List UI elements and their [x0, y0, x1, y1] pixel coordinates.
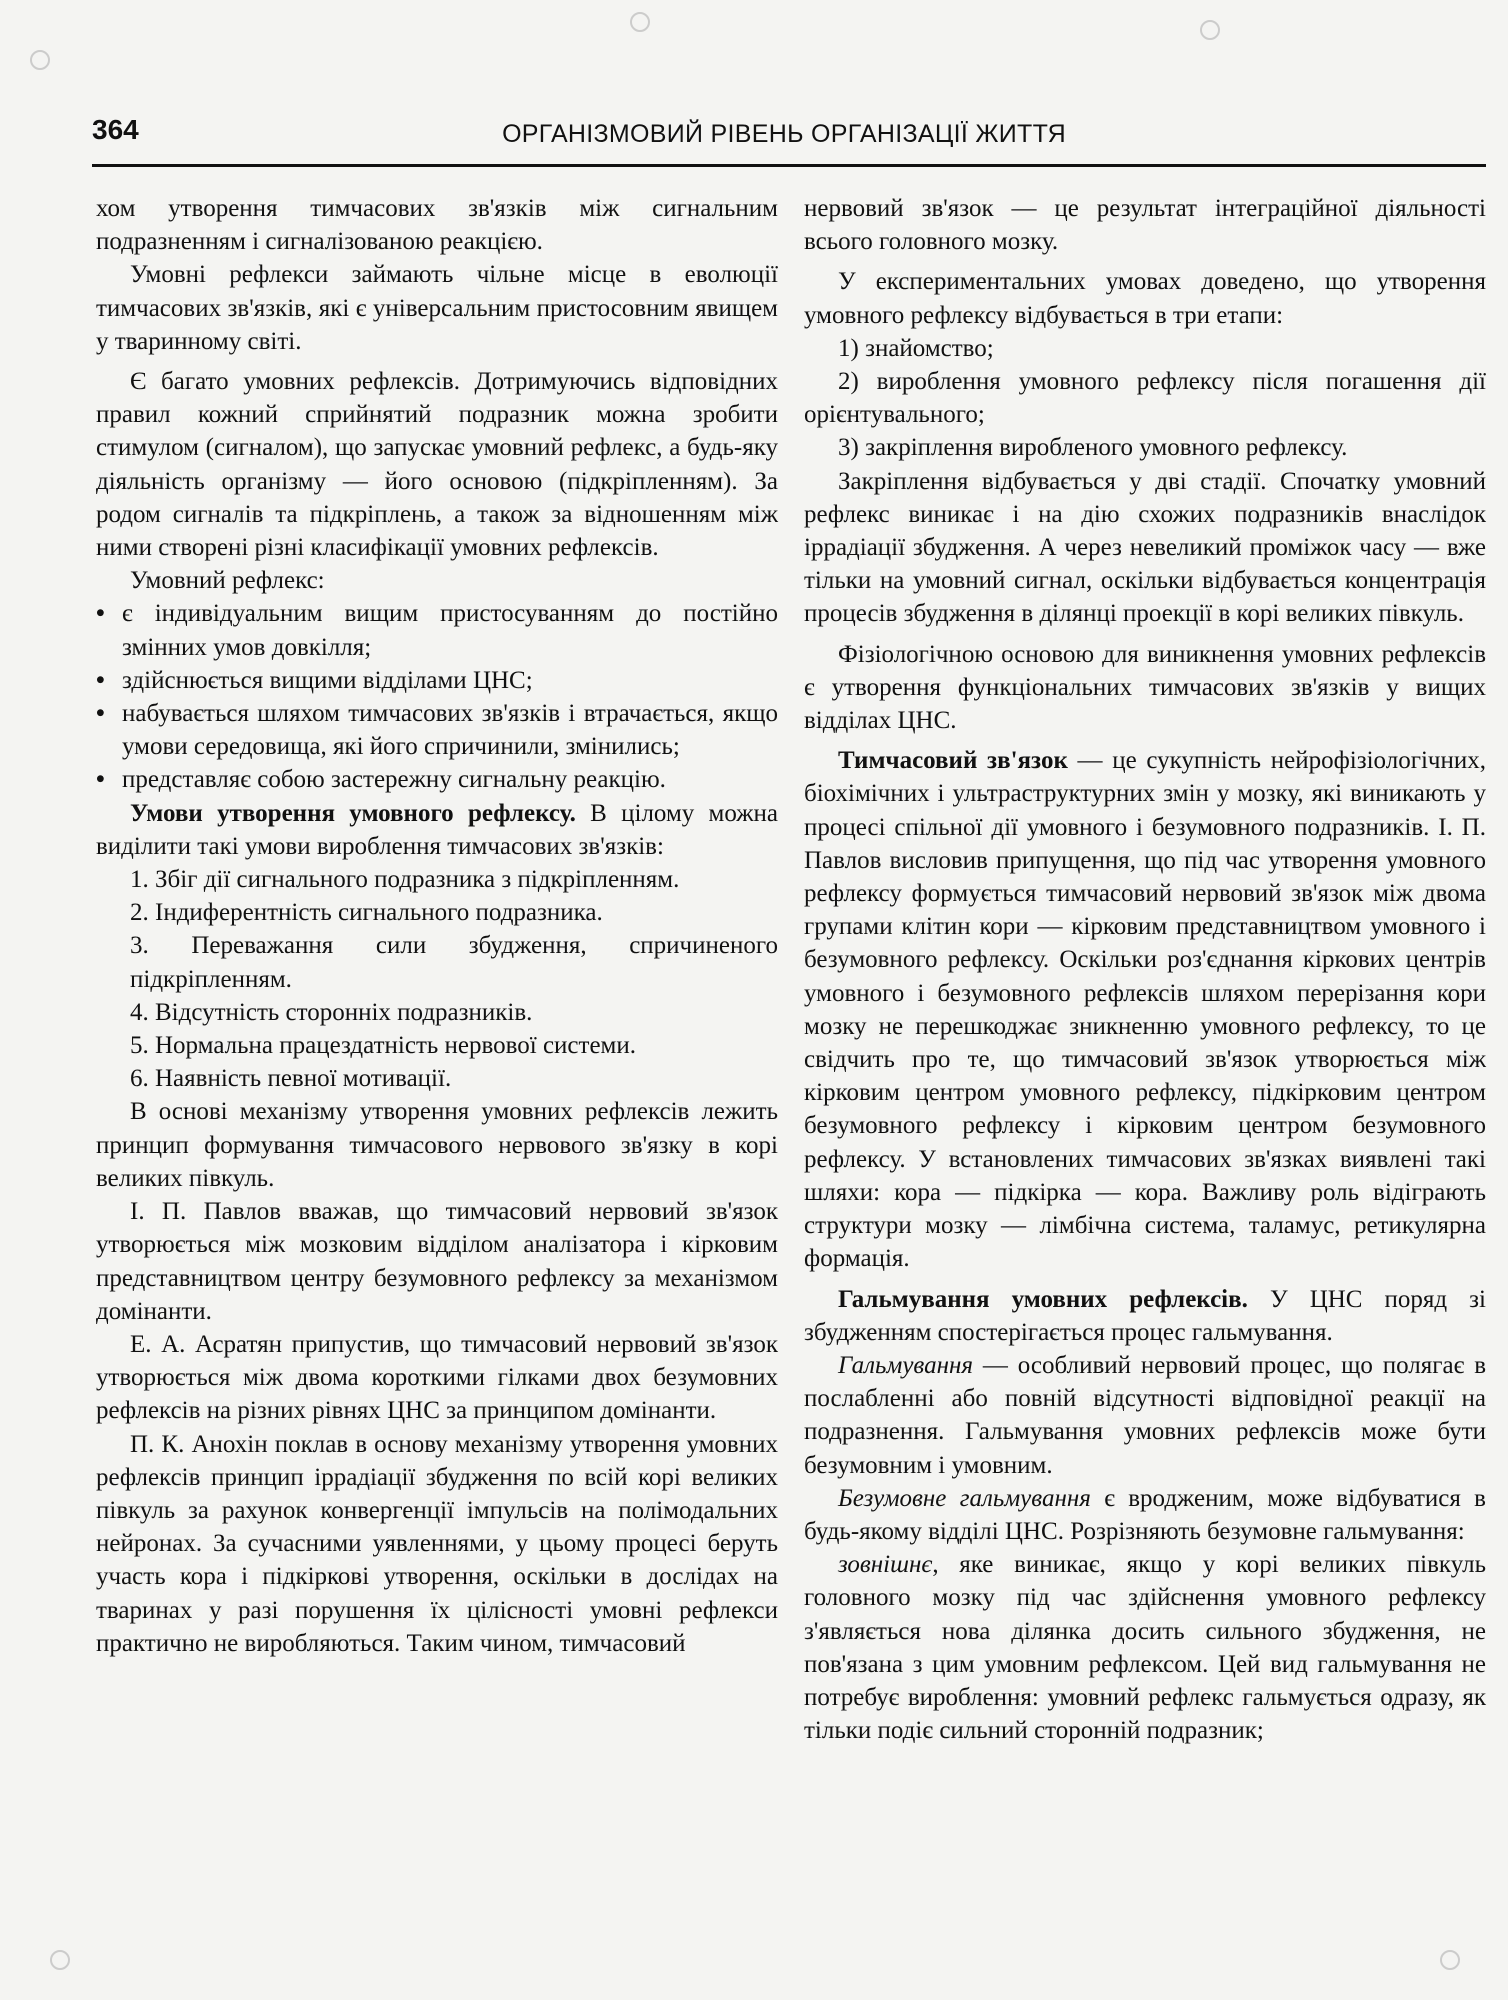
list-item: 6. Наявність певної мотивації.	[130, 1065, 452, 1093]
paragraph: зовнішнє, яке виникає, якщо у корі великих півкуль головного мозку під час здійснення умовного рефлексу з'являється нова ділянка досить сильного збудження, не пов'язана з цим умовним рефлексом. Цей вид гальмування не потребує вироблення: умовний рефлекс гальмується одразу, як тільки подіє сильний сторонній подразник;	[804, 1551, 1486, 1745]
watermark-logo	[31, 51, 49, 69]
paragraph: Умовний рефлекс:	[130, 567, 325, 595]
bullet-icon: •	[96, 766, 105, 794]
paragraph: Є багато умовних рефлексів. Дотримуючись відповідних правил кожний сприйнятий подразник можна зробити стимулом (сигналом), що запускає умовний рефлекс, а будь-яку діяльність організму — його основою (підкріпленням). За родом сигналів та підкріплень, а також за відношенням між ними створені різні класифікації умовних рефлексів.	[96, 368, 778, 562]
list-item: 1) знайомство;	[838, 334, 994, 362]
list-item: 4. Відсутність сторонніх подразників.	[130, 998, 533, 1026]
paragraph: нервовий зв'язок — це результат інтеграційної діяльності всього головного мозку.	[804, 195, 1486, 256]
paragraph: Безумовне гальмування є вродженим, може відбуватися в будь-якому відділі ЦНС. Розрізняють безумовне гальмування:	[804, 1484, 1486, 1545]
term-heading: Тимчасовий зв'язок	[838, 747, 1068, 775]
page-header	[92, 112, 1486, 167]
paragraph: Умовні рефлекси займають чільне місце в еволюції тимчасових зв'язків, які є універсальним пристосовним явищем у тваринному світі.	[96, 261, 778, 355]
left-column	[96, 192, 778, 1660]
paragraph: Гальмування — особливий нервовий процес, що полягає в послабленні або повній відсутності відповідної реакції на подразнення. Гальмування умовних рефлексів може бути безумовним і умовним.	[804, 1351, 1486, 1479]
paragraph: Е. А. Асратян припустив, що тимчасовий нервовий зв'язок утворюється між двома короткими гілками двох безумовних рефлексів на різних рівнях ЦНС за принципом домінанти.	[96, 1330, 778, 1425]
list-item: 3. Переважання сили збудження, спричиненого підкріпленням.	[130, 932, 778, 993]
paragraph: Гальмування умовних рефлексів. У ЦНС поряд зі збудженням спостерігається процес гальмування.	[804, 1285, 1487, 1346]
watermark-logo	[1441, 1951, 1459, 1969]
page-number: 364	[92, 114, 139, 145]
paragraph: Фізіологічною основою для виникнення умовних рефлексів є утворення функціональних тимчасових зв'язків у вищих відділах ЦНС.	[804, 640, 1486, 735]
paragraph: У експериментальних умовах доведено, що утворення умовного рефлексу відбувається в три етапи:	[804, 268, 1486, 329]
bullet-icon: •	[96, 666, 105, 694]
running-title: ОРГАНІЗМОВИЙ РІВЕНЬ ОРГАНІЗАЦІЇ ЖИТТЯ	[502, 120, 1066, 148]
list-item: • представляє собою застережну сигнальну реакцію.	[96, 763, 778, 796]
term-italic: зовнішнє	[838, 1551, 933, 1579]
section-heading: Гальмування умовних рефлексів.	[838, 1285, 1248, 1313]
paragraph: хом утворення тимчасових зв'язків між сигнальним подразненням і сигналізованою реакцією.	[96, 195, 778, 256]
paragraph: І. П. Павлов вважав, що тимчасовий нервовий зв'язок утворюється між мозковим відділом аналізатора і кірковим представництвом центру безумовного рефлексу за механізмом домінанти.	[96, 1198, 778, 1325]
paragraph: Тимчасовий зв'язок — це сукупність нейрофізіологічних, біохімічних і ультраструктурних змін у мозку, які виникають у процесі спільної дії умовного і безумовного подразників. І. П. Павлов висловив припущення, що під час утворення умовного рефлексу формується тимчасовий нервовий зв'язок між двома групами клітин кори — кірковим представництвом умовного і безумовного рефлексу. Оскільки роз'єднання кіркових центрів умовного і безумовного рефлексів шляхом перерізання кори мозку не перешкоджає зникненню умовного рефлексу, то це свідчить про те, що тимчасовий зв'язок утворюється між кірковим центром умовного рефлексу, підкірковим центром безумовного рефлексу і кірковим центром безумовного рефлексу. У встановлених тимчасових зв'язках виявлені такі шляхи: кора — підкірка — кора. Важливу роль відіграють структури мозку — лімбічна система, таламус, ретикулярна формація.	[804, 747, 1486, 1273]
section-heading: Умови утворення умовного рефлексу.	[130, 799, 576, 827]
list-item: 2) вироблення умовного рефлексу після погашення дії орієнтувального;	[804, 368, 1486, 429]
list-item: • набувається шляхом тимчасових зв'язків і втрачається, якщо умови середовища, які його спричинили, змінились;	[96, 697, 778, 763]
term-italic: Гальмування	[838, 1351, 974, 1379]
paragraph: Умови утворення умовного рефлексу. В цілому можна виділити такі умови вироблення тимчасових зв'язків:	[96, 799, 778, 860]
list-item: 3) закріплення виробленого умовного рефлексу.	[838, 434, 1348, 462]
paragraph: Закріплення відбувається у дві стадії. Спочатку умовний рефлекс виникає і на дію схожих подразників внаслідок іррадіації збудження. А через невеликий проміжок часу — вже тільки на умовний сигнал, оскільки відбувається концентрація процесів збудження в ділянці проекції в корі великих півкуль.	[804, 467, 1486, 628]
list-item: • є індивідуальним вищим пристосуванням до постійно змінних умов довкілля;	[96, 597, 778, 663]
list-item: 1. Збіг дії сигнального подразника з підкріпленням.	[130, 866, 680, 894]
paragraph: В основі механізму утворення умовних рефлексів лежить принцип формування тимчасового нервового зв'язку в корі великих півкуль.	[96, 1098, 778, 1192]
bullet-icon: •	[96, 700, 105, 728]
list-item: 5. Нормальна працездатність нервової системи.	[130, 1032, 636, 1060]
list-item: 2. Індиферентність сигнального подразника.	[130, 899, 603, 927]
watermark-logo	[631, 13, 649, 31]
watermark-logo	[51, 1951, 69, 1969]
term-italic: Безумовне гальмування	[838, 1484, 1091, 1512]
list-item: • здійснюється вищими відділами ЦНС;	[96, 664, 778, 697]
watermark-logo	[1201, 21, 1219, 39]
bullet-icon: •	[96, 600, 105, 628]
paragraph: П. К. Анохін поклав в основу механізму утворення умовних рефлексів принцип іррадіації збудження по всій корі великих півкуль за рахунок конвергенції імпульсів на полімодальних нейронах. За сучасними уявленнями, у цьому процесі беруть участь кора і підкіркові утворення, оскільки в дослідах на тваринах у разі порушення їх цілісності умовні рефлекси практично не виробляються. Таким чином, тимчасовий	[96, 1430, 778, 1657]
right-column	[804, 192, 1486, 1747]
